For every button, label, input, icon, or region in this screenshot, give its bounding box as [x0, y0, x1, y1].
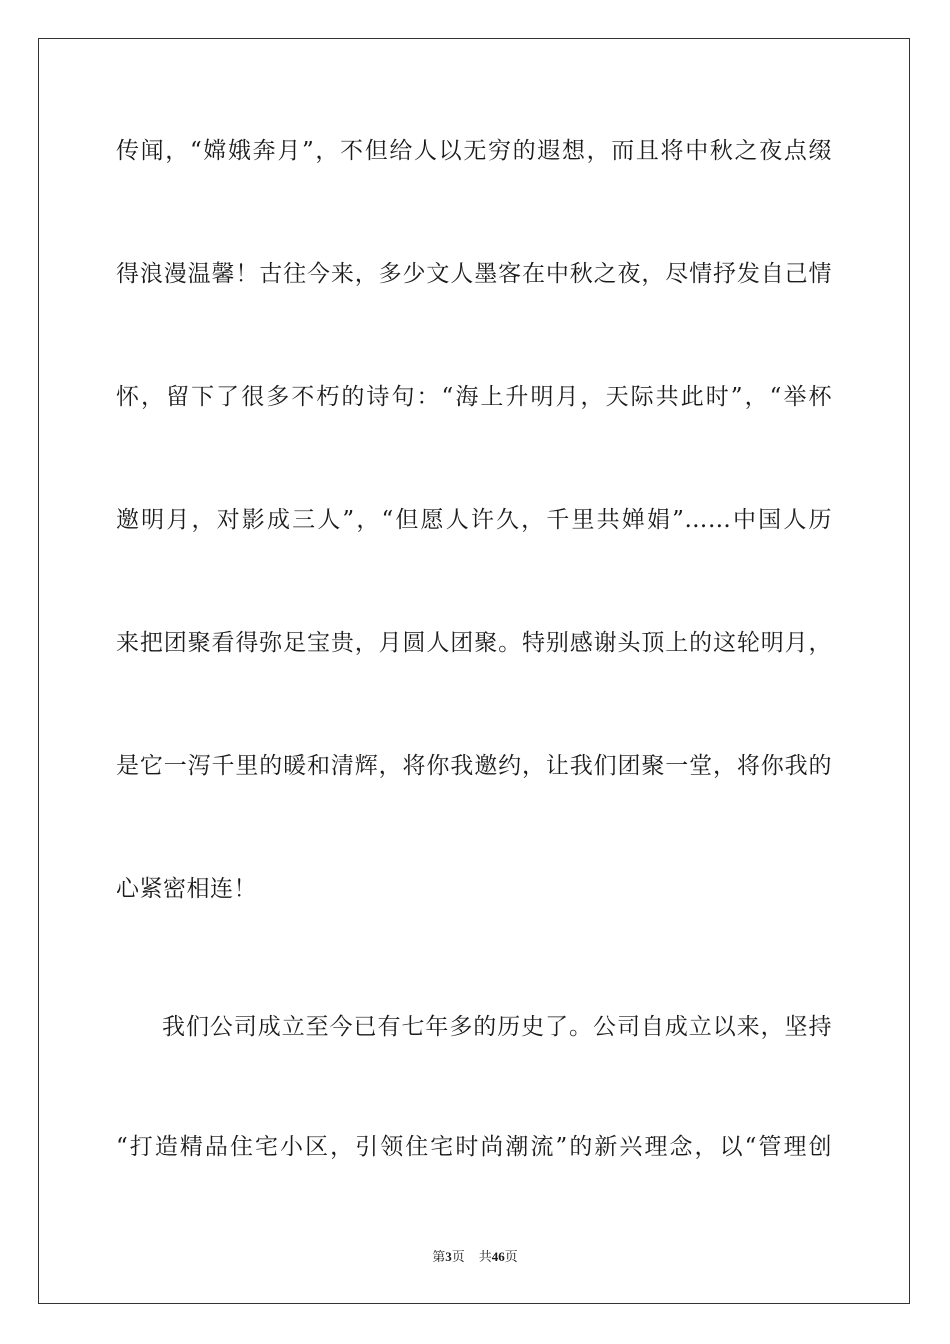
page-footer — [0, 1248, 950, 1266]
text-line-2: 得浪漫温馨！古往今来，多少文人墨客在中秋之夜，尽情抒发自己情 — [116, 261, 832, 287]
page-prefix: 第 — [432, 1249, 446, 1264]
text-line-1: 传闻，“嫦娥奔月”，不但给人以无穷的遐想，而且将中秋之夜点缀 — [116, 138, 832, 164]
text-line-9: “打造精品住宅小区，引领住宅时尚潮流”的新兴理念，以“管理创 — [116, 1134, 832, 1160]
text-line-3: 怀，留下了很多不朽的诗句：“海上升明月，天际共此时”，“举杯 — [116, 384, 832, 410]
text-line-8: 我们公司成立至今已有七年多的历史了。公司自成立以来，坚持 — [162, 1014, 832, 1040]
text-line-4: 邀明月，对影成三人”，“但愿人许久，千里共婵娟”……中国人历 — [116, 507, 832, 533]
text-line-7: 心紧密相连！ — [116, 876, 257, 902]
page-number: 3 — [445, 1249, 452, 1264]
text-line-5: 来把团聚看得弥足宝贵，月圆人团聚。特别感谢头顶上的这轮明月， — [116, 630, 832, 656]
page-border — [38, 38, 910, 1304]
total-suffix: 页 — [504, 1249, 518, 1264]
text-line-6: 是它一泻千里的暖和清辉，将你我邀约，让我们团聚一堂，将你我的 — [116, 753, 832, 779]
page-suffix: 页 — [451, 1249, 465, 1264]
total-pages: 46 — [491, 1249, 505, 1264]
total-prefix: 共 — [478, 1249, 492, 1264]
